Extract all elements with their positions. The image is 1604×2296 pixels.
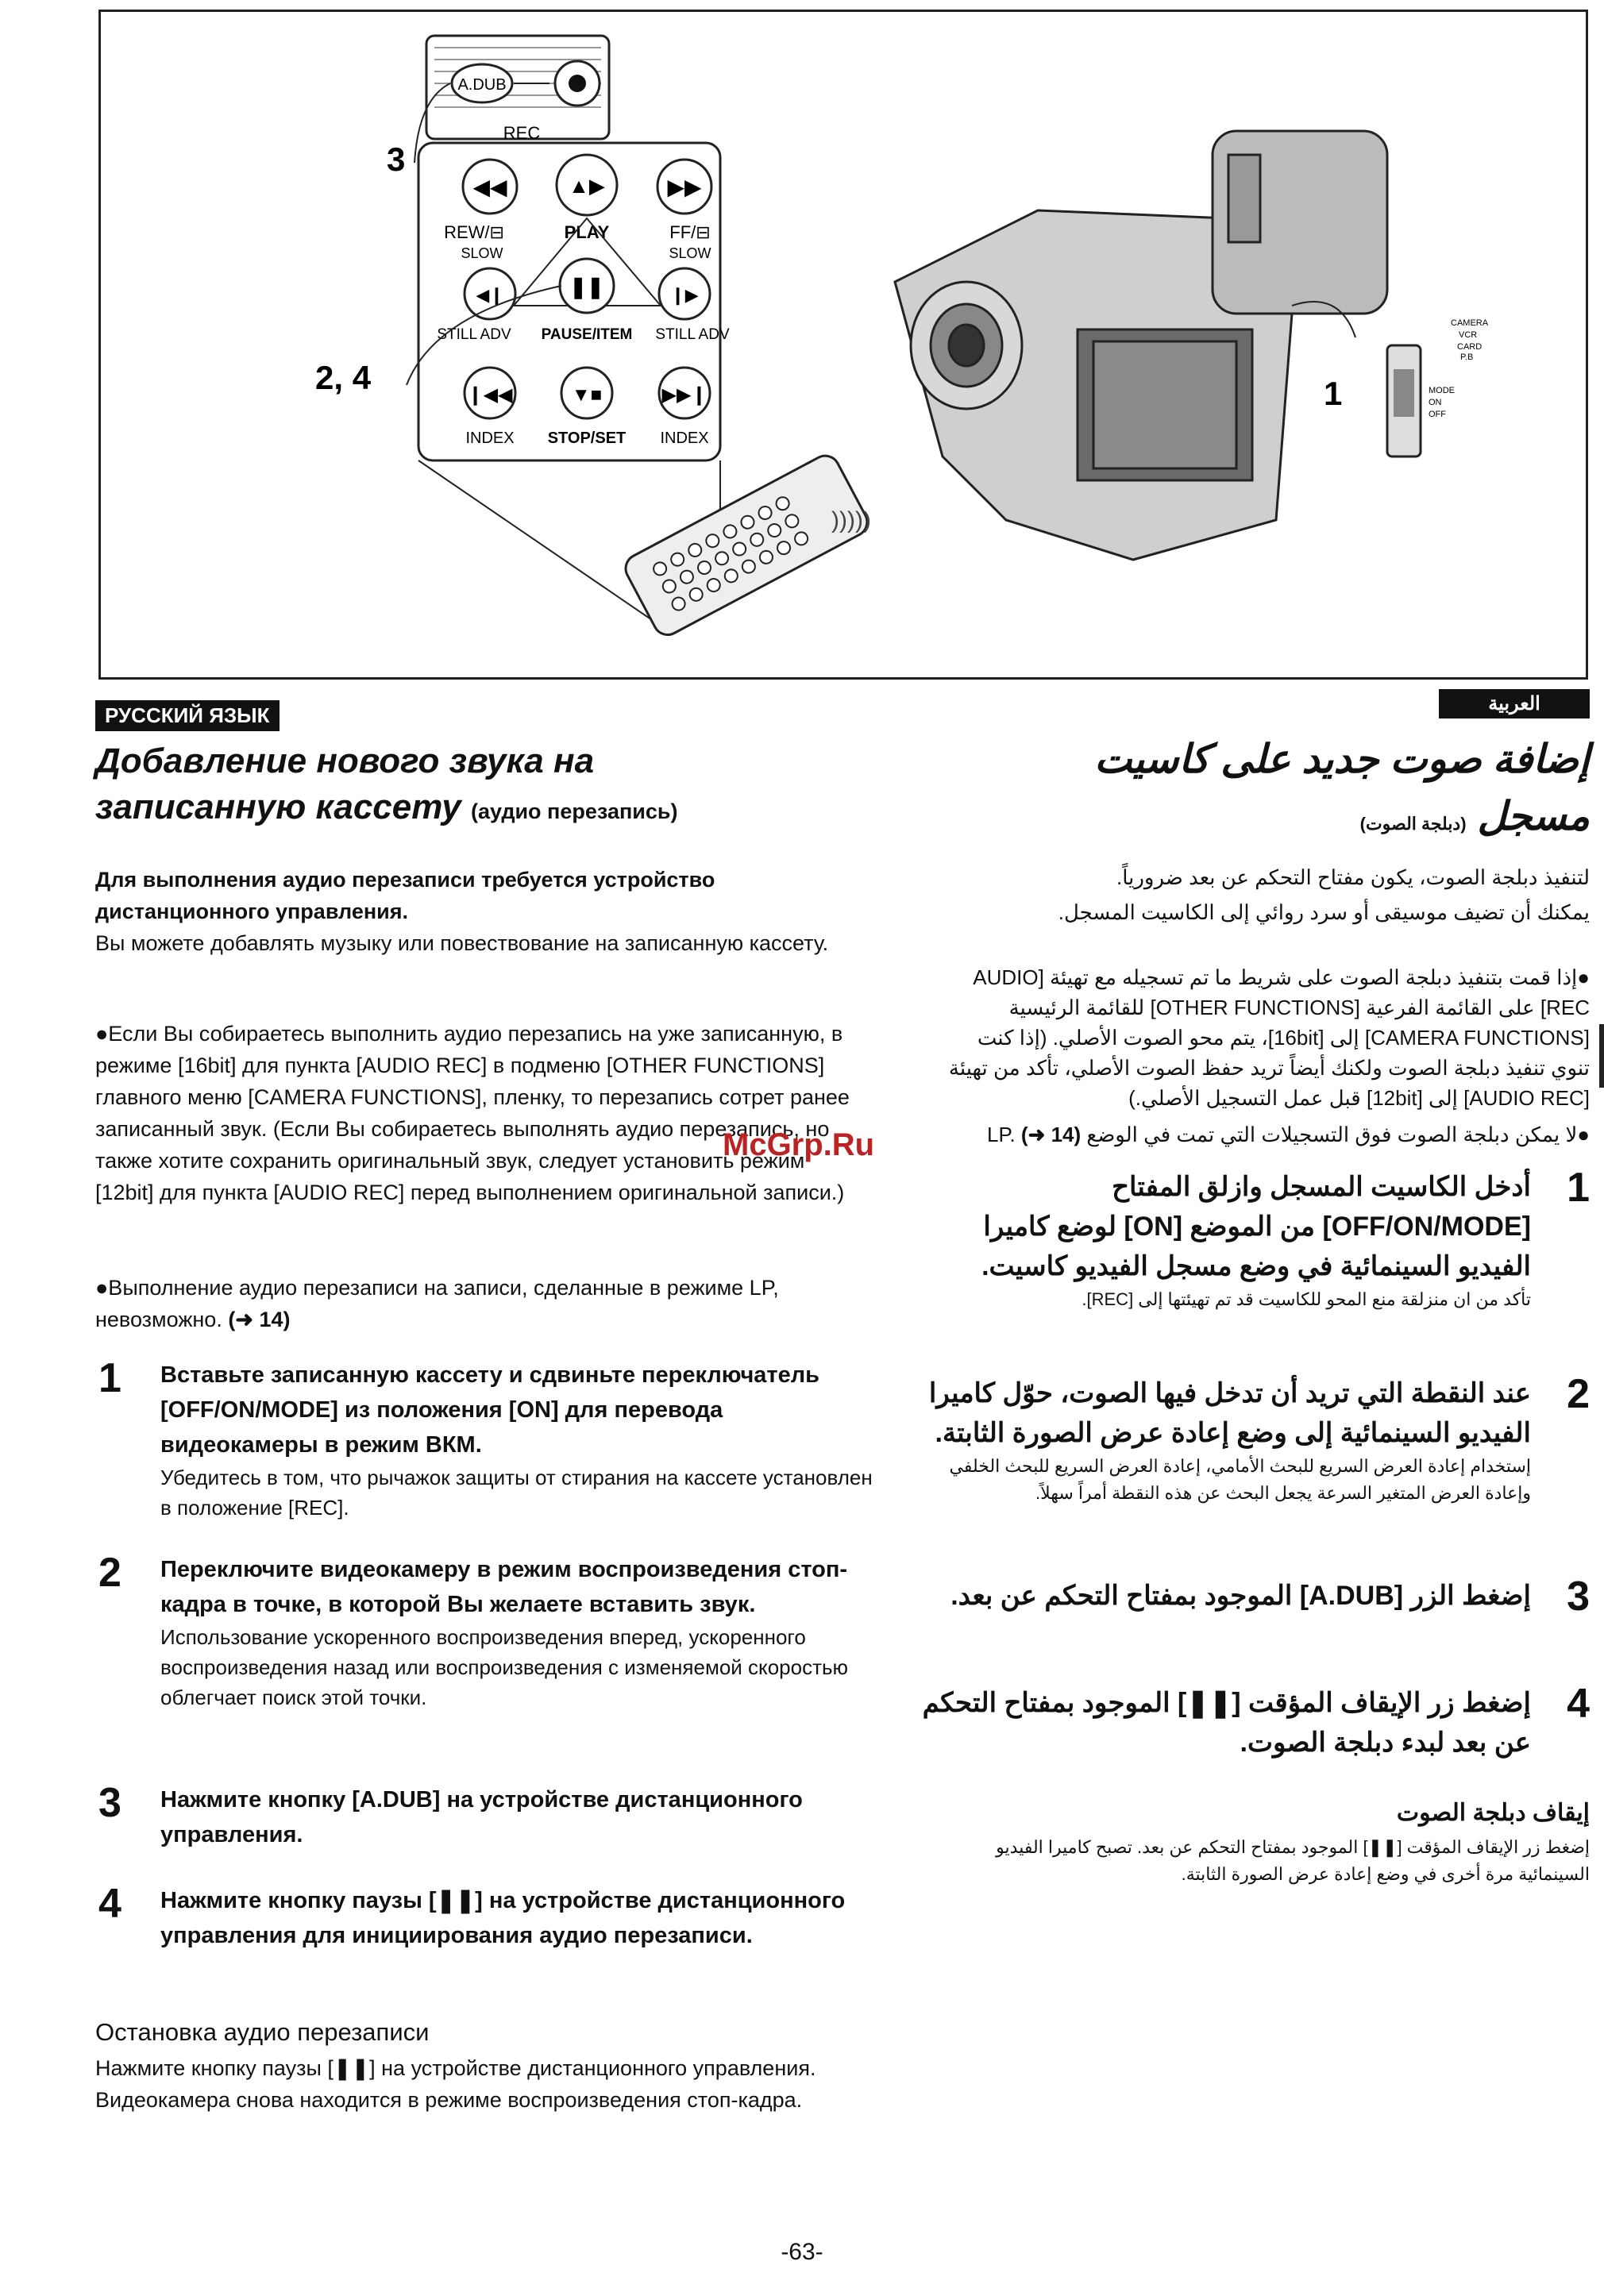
ar-step-1-title: أدخل الكاسيت المسجل وازلق المفتاح [OFF/ON/MODE] من الموضع [ON] لوضع كاميرا الفيديو السينمائية في وضع مسجل الفيديو كاسيت. [981,1172,1531,1281]
remote-control [621,451,873,640]
a-dub-text: A.DUB [457,76,507,94]
rew-icon: ◀◀ [472,175,507,199]
ru-stop-heading: Остановка аудио перезаписи [95,2018,430,2046]
language-tag-arabic: العربية [1439,689,1590,718]
ru-step-3-number: 3 [98,1780,121,1826]
illustration-frame [98,10,1588,680]
ff-icon: ▶▶ [667,175,702,199]
arabic-intro: يمكنك أن تضيف موسيقى أو سرد روائي إلى الكاسيت المسجل. [1058,900,1590,924]
watermark: McGrp.Ru [723,1127,875,1162]
russian-bullet-2: ●Выполнение аудио перезаписи на записи, сделанные в режиме LP, невозможно. [95,1276,779,1331]
ru-step-4 [160,1883,875,1953]
index-left-icon: ❙◀◀ [467,384,513,406]
play-label: PLAY [564,222,610,242]
arabic-title-sub: (دبلجة الصوت) [1359,814,1467,834]
ff-label: FF/⊟ [669,222,711,242]
slow-right-label: SLOW [669,245,711,261]
ru-step-2 [160,1552,875,1712]
ar-step-4 [912,1683,1531,1762]
russian-intro-bold: Для выполнения аудио перезаписи требуется устройство дистанционного управления. [95,868,715,923]
rew-label: REW/⊟ [444,222,504,242]
callout-2-4: 2, 4 [315,359,372,396]
index-right-label: INDEX [660,430,709,447]
russian-intro: Вы можете добавлять музыку или повествование на записанную кассету. [95,931,829,955]
arabic-title [875,730,1590,853]
ar-step-4-title: إضغط زر الإيقاف المؤقت [❚❚] الموجود بمفتاح التحكم عن بعد لبدء دبلجة الصوت. [922,1688,1531,1758]
play-icon: ▲▶ [569,174,605,198]
ar-step-1 [912,1167,1531,1313]
remote-camera-illustration [101,12,1586,677]
arabic-title-line2: مسجل [1477,794,1590,838]
arabic-bullet-2: ●لا يمكن دبلجة الصوت فوق التسجيلات التي تمت في الوضع LP. [987,1123,1590,1146]
ru-step-1-number: 1 [98,1355,121,1401]
ru-step-1-title: Вставьте записанную кассету и сдвиньте переключатель [OFF/ON/MODE] из положения [ON] для перевода видеокамеры в режим ВКМ. [160,1362,819,1458]
pause-item-label: PAUSE/ITEM [541,326,633,343]
ar-stop-text: إضغط زر الإيقاف المؤقت [❚❚] الموجود بمفتاح التحكم عن بعد. تصبح كاميرا الفيديو السينمائية مرة أخرى في وضع إعادة عرض الصورة الثابتة. [996,1837,1590,1884]
ar-step-4-number: 4 [1567,1681,1590,1727]
svg-text:VCR: VCR [1459,330,1478,340]
still-adv-left-icon: ◀❙ [476,285,504,305]
ru-step-3-title: Нажмите кнопку [A.DUB] на устройстве дистанционного управления. [160,1787,803,1847]
callout-3: 3 [387,141,406,178]
slow-left-label: SLOW [461,245,503,261]
arabic-intro-bold: لتنفيذ دبلجة الصوت، يكون مفتاح التحكم عن بعد ضرورياً. [1116,865,1590,889]
ar-step-3-number: 3 [1567,1574,1590,1620]
ir-signal-icon: ))))) [831,507,871,534]
ar-step-3 [912,1576,1531,1616]
svg-text:CARD: CARD [1457,342,1483,352]
svg-text:OFF: OFF [1429,410,1446,419]
arabic-bullet-2-block [939,1119,1590,1150]
svg-text:CAMERA: CAMERA [1451,318,1489,328]
language-tag-russian: РУССКИЙ ЯЗЫК [95,700,280,731]
svg-text:ON: ON [1429,398,1442,407]
ru-step-4-title: Нажмите кнопку паузы [❚❚] на устройстве дистанционного управления для инициирования аудио перезаписи. [160,1888,846,1948]
ar-step-2-number: 2 [1567,1371,1590,1417]
ru-step-1 [160,1358,875,1523]
ru-step-1-note: Убедитесь в том, что рычажок защиты от стирания на кассете установлен в положение [REC]. [160,1466,873,1520]
still-adv-right-label: STILL ADV [655,326,730,343]
russian-bullet-2-block [95,1272,858,1335]
pause-icon: ❚❚ [569,275,604,299]
ar-step-2-note: إستخدام إعادة العرض السريع للبحث الأمامي، إعادة العرض السريع للبحث الخلفي وإعادة العرض المتغير السرعة يجعل البحث عن هذه النقطة أمراً سهلاً. [949,1456,1531,1503]
still-adv-right-icon: ❙▶ [670,285,699,305]
russian-bullet-1: ●Если Вы собираетесь выполнить аудио перезапись на уже записанную, в режиме [16bit] для пункта [AUDIO REC] в подменю [OTHER FUNCTIONS] главного меню [CAMERA FUNCTIONS], пленку, то перезапись сотрет ранее записанный звук. (Если Вы собираетесь выполнять аудио перезапись, но также хотите сохранить оригинальный звук, следует установить режим [12bit] для пункта [AUDIO REC] перед выполнением оригинальной записи.) [95,1022,850,1204]
ru-step-2-title: Переключите видеокамеру в режим воспроизведения стоп-кадра в точке, в которой Вы желаете вставить звук. [160,1557,848,1617]
stop-set-label: STOP/SET [547,430,627,447]
index-left-label: INDEX [465,430,515,447]
ru-step-3 [160,1782,875,1852]
svg-text:MODE: MODE [1429,386,1455,395]
mode-switch [1387,318,1489,457]
russian-bullet-2-ref: (➜ 14) [228,1308,291,1331]
ru-step-2-note: Использование ускоренного воспроизведения вперед, ускоренного воспроизведения назад или воспроизведения с изменяемой скоростью облегчает поиск этой точки. [160,1625,849,1709]
camcorder [895,131,1387,560]
page-number: -63- [781,2239,823,2265]
ar-step-2-title: عند النقطة التي تريد أن تدخل فيها الصوت، حوّل كاميرا الفيديو السينمائية إلى وضع إعادة عرض الصورة الثابتة. [928,1378,1531,1448]
stop-icon: ▼■ [571,384,603,406]
russian-title [95,738,810,834]
index-right-icon: ▶▶❙ [661,384,708,406]
arabic-title-line1: إضافة صوت جديد على كاسيت [1094,737,1590,781]
ru-stop-text: Нажмите кнопку паузы [❚❚] на устройстве дистанционного управления. Видеокамера снова находится в режиме воспроизведения стоп-кадра. [95,2056,816,2112]
russian-title-line2: записанную кассету [95,788,461,826]
svg-text:P.B: P.B [1460,352,1474,362]
russian-title-sub: (аудио перезапись) [470,799,678,823]
callout-1: 1 [1324,375,1343,412]
margin-marker [1599,1024,1604,1088]
ar-step-2 [912,1373,1531,1507]
ar-step-3-title: إضغط الزر [A.DUB] الموجود بمفتاح التحكم عن بعد. [950,1581,1531,1611]
ar-step-1-number: 1 [1567,1165,1590,1211]
ar-stop-heading: إيقاف دبلجة الصوت [1396,1800,1590,1826]
ru-step-4-number: 4 [98,1881,121,1927]
rec-text: REC [503,123,541,143]
ru-step-2-number: 2 [98,1550,121,1596]
arabic-bullet-2-ref: (➜ 14) [1020,1123,1082,1146]
still-adv-left-label: STILL ADV [437,326,511,343]
russian-title-line1: Добавление нового звука на [95,742,595,780]
ar-step-1-note: تأكد من ان منزلقة منع المحو للكاسيت قد تم تهيئتها إلى [REC]. [1082,1289,1531,1309]
arabic-bullet-1: ●إذا قمت بتنفيذ دبلجة الصوت على شريط ما تم تسجيله مع تهيئة [AUDIO REC] على القائمة الفرعية [OTHER FUNCTIONS] للقائمة الرئيسية [CAMERA FUNCTIONS] إلى [16bit]، يتم محو الصوت الأصلي. (إذا كنت تنوي تنفيذ دبلجة الصوت ولكنك أيضاً تريد حفظ الصوت الأصلي، تأكد من تهيئة [AUDIO REC] إلى [12bit] قبل عمل التسجيل الأصلي.) [948,965,1590,1110]
